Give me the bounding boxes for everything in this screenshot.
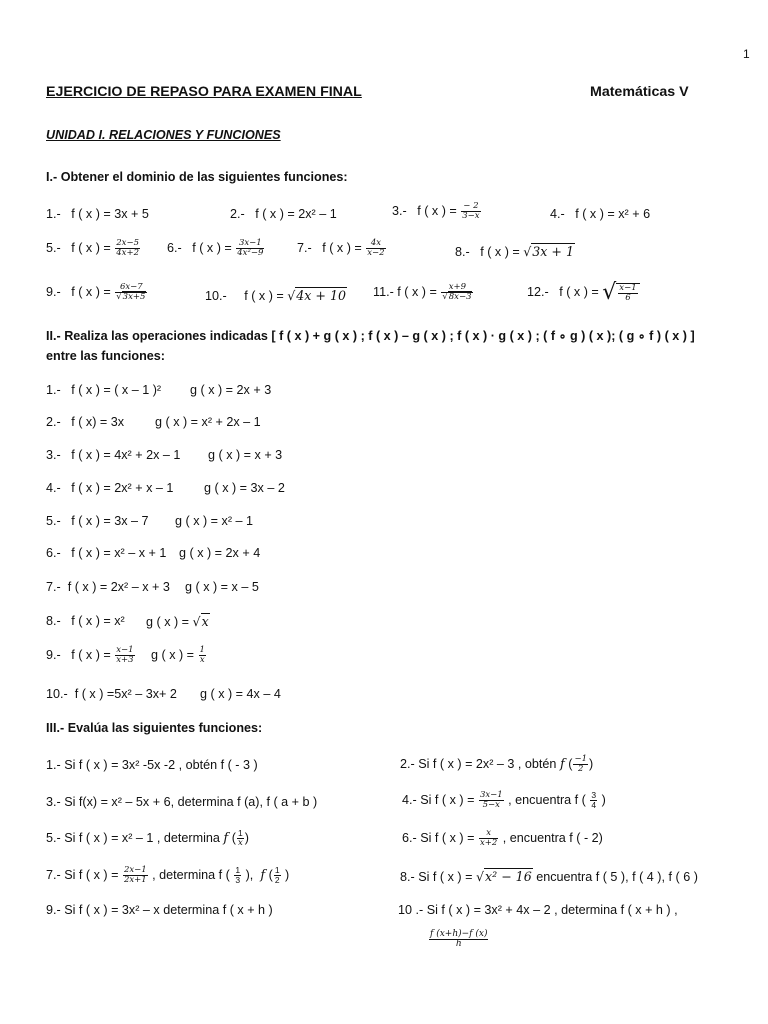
- radicand: 3x + 1: [532, 244, 574, 259]
- fraction: $\frac{1}{x}$: [199, 645, 205, 665]
- operation-row: [46, 687, 177, 701]
- radicand: x² − 16: [484, 869, 532, 884]
- evaluation-7: 7.- Si f ( x ) = $\frac{2x-1}{2x+1}$ , determina f ( $\frac{1}{3}$ ), f ( $\frac{1}{2}$ ): [46, 865, 290, 885]
- exercise-1-8: [455, 244, 575, 259]
- evaluation-6: 6.- Si f ( x ) = $\frac{x}{x+2}$ , encuentra f ( - 2): [402, 828, 603, 848]
- g-definition: g ( x ) = √x: [146, 614, 209, 629]
- g-definition: g ( x ) = 4x – 4: [200, 687, 281, 701]
- fraction: $\frac{3}{4}$: [591, 790, 597, 810]
- unit-heading: UNIDAD I. RELACIONES Y FUNCIONES: [46, 128, 281, 142]
- exercise-1-12: [527, 280, 640, 305]
- operation-row: [46, 546, 166, 560]
- expression: x² + 6: [618, 207, 651, 221]
- f-definition: f ( x) = 3x: [71, 415, 125, 429]
- item-number: 8.-: [455, 245, 470, 259]
- item-number: 10.-: [46, 687, 68, 701]
- item-number: 1.-: [46, 207, 61, 221]
- exercise-1-6: [167, 239, 265, 258]
- difference-quotient: [428, 930, 489, 950]
- item-number: 4.-: [46, 481, 61, 495]
- fx-label: f ( x ) =: [71, 240, 111, 255]
- operation-row: [46, 481, 173, 495]
- section-2-heading-cont: entre las funciones:: [46, 349, 165, 363]
- fraction: $\frac{- 2}{3-x}$: [462, 201, 480, 221]
- operation-row: [46, 580, 170, 594]
- fraction: $\frac{4x}{x-2}$: [367, 238, 385, 258]
- section-1-heading: I.- Obtener el dominio de las siguientes funciones:: [46, 170, 348, 184]
- evaluation-2: 2.- Si f ( x ) = 2x² – 3 , obtén f ( $\frac{-1}{2}$ ): [400, 754, 594, 774]
- operation-row: [46, 614, 125, 628]
- expression: 3x + 5: [114, 207, 149, 221]
- fx-label: f ( x ) =: [575, 207, 615, 221]
- f-definition: f ( x ) = 4x² + 2x – 1: [71, 448, 181, 462]
- evaluation-3: 3.- Si f(x) = x² – 5x + 6, determina f (a), f ( a + b ): [46, 795, 318, 809]
- fx-label: f ( x ) =: [480, 245, 520, 259]
- operation-row: [46, 514, 149, 528]
- fraction: $\frac{x+9}{√8x-3}$: [442, 282, 472, 302]
- item-number: 12.-: [527, 284, 549, 299]
- g-definition: g ( x ) = $\frac{1}{x}$: [151, 645, 205, 665]
- section-3-heading: III.- Evalúa las siguientes funciones:: [46, 721, 263, 735]
- page-title: EJERCICIO DE REPASO PARA EXAMEN FINAL: [46, 84, 362, 100]
- item-number: 2.-: [46, 415, 61, 429]
- g-definition: g ( x ) = 2x + 4: [179, 546, 261, 560]
- item-number: 3.-: [46, 448, 61, 462]
- fraction: $\frac{x-1}{x+3}$: [116, 645, 134, 665]
- item-number: 2.-: [230, 207, 245, 221]
- fraction: $\frac{2x-5}{4x+2}$: [116, 238, 139, 258]
- f-definition: f ( x ) = 2x² + x – 1: [71, 481, 174, 495]
- item-number: 5.-: [46, 514, 61, 528]
- item-number: 3.-: [392, 203, 407, 218]
- square-root: √3x + 1: [523, 244, 574, 259]
- operation-row: [46, 646, 136, 665]
- item-number: 11.-: [373, 284, 394, 299]
- square-root: √4x + 10: [287, 288, 346, 303]
- exercise-1-4: [550, 207, 650, 221]
- fx-label: f ( x ) =: [417, 203, 457, 218]
- exercise-1-11: [373, 283, 474, 302]
- exercise-1-9: [46, 283, 148, 302]
- f-definition: f ( x ) =: [71, 647, 111, 662]
- fx-label: f ( x ) =: [192, 240, 232, 255]
- f-definition: f ( x ) = 3x – 7: [71, 514, 149, 528]
- square-root: √x² − 16: [475, 869, 532, 884]
- fraction: $\frac{3x-1}{\text{4x²−9}}$: [237, 238, 264, 258]
- operation-row: [46, 383, 161, 397]
- square-root: √x: [192, 614, 209, 629]
- item-number: 9.-: [46, 284, 61, 299]
- exercise-1-1: [46, 207, 149, 221]
- fraction: $\frac{2x-1}{2x+1}$: [123, 865, 147, 885]
- fraction: $\frac{3x-1}{5-x}$: [479, 790, 503, 810]
- exercise-1-10: [205, 288, 347, 303]
- f-definition: f ( x ) =5x² – 3x+ 2: [74, 687, 177, 701]
- exercise-1-7: [297, 239, 387, 258]
- subject-label: Matemáticas V: [590, 84, 689, 100]
- evaluation-4: 4.- Si f ( x ) = $\frac{3x-1}{5-x}$ , encuentra f ( $\frac{3}{4}$ ): [402, 790, 606, 810]
- radicand: 4x + 10: [296, 288, 346, 303]
- operation-row: [46, 448, 180, 462]
- f-definition: f ( x ) = x² – x + 1: [71, 546, 167, 560]
- page-number: 1: [743, 47, 750, 61]
- fx-label: f ( x ) =: [255, 207, 295, 221]
- item-number: 6.-: [46, 546, 61, 560]
- item-number: 7.-: [297, 240, 312, 255]
- operation-row: [46, 415, 124, 429]
- item-number: 8.-: [46, 614, 61, 628]
- expression: 2x² – 1: [298, 207, 337, 221]
- fx-label: f ( x ) =: [244, 289, 284, 303]
- item-number: 6.-: [167, 240, 182, 255]
- fx-label: f ( x ) =: [71, 207, 111, 221]
- evaluation-10: 10 .- Si f ( x ) = 3x² + 4x – 2 , determina f ( x + h ) ,: [398, 903, 678, 917]
- item-number: 7.-: [46, 580, 61, 594]
- evaluation-8: 8.- Si f ( x ) = √x² − 16 encuentra f ( 5 ), f ( 4 ), f ( 6 ): [400, 869, 698, 884]
- section-2-heading: II.- Realiza las operaciones indicadas [ f ( x ) + g ( x ) ; f ( x ) – g ( x ) ; f ( x ) · g ( x ) ; ( f ∘ g ) ( x ); ( g ∘ f ) ( x ) ]: [46, 329, 695, 343]
- fraction: $\frac{6x-7}{√3x+5}$: [116, 282, 146, 302]
- fx-label: f ( x ) =: [397, 284, 437, 299]
- exercise-1-2: [230, 207, 337, 221]
- fraction: $\frac{f (x+h)-f (x)}{h}$: [430, 929, 488, 950]
- fraction: $\frac{-1}{2}$: [574, 754, 587, 774]
- g-definition: g ( x ) = 2x + 3: [190, 383, 272, 397]
- evaluation-1: 1.- Si f ( x ) = 3x² -5x -2 , obtén f ( - 3 ): [46, 758, 258, 772]
- item-number: 9.-: [46, 647, 61, 662]
- g-definition: g ( x ) = x² – 1: [175, 514, 254, 528]
- fraction: $\frac{x}{x+2}$: [479, 828, 498, 848]
- item-number: 4.-: [550, 207, 565, 221]
- item-number: 10.-: [205, 289, 227, 303]
- g-definition: g ( x ) = x² + 2x – 1: [155, 415, 261, 429]
- g-definition: g ( x ) = x + 3: [208, 448, 283, 462]
- g-definition: g ( x ) = x – 5: [185, 580, 259, 594]
- fraction: $\frac{1}{3}$: [235, 865, 241, 885]
- g-definition: g ( x ) = 3x – 2: [204, 481, 285, 495]
- f-definition: f ( x ) = ( x – 1 )²: [71, 383, 162, 397]
- fraction: $\frac{1}{2}$: [274, 865, 280, 885]
- fx-label: f ( x ) =: [71, 284, 111, 299]
- f-definition: f ( x ) = x²: [71, 614, 125, 628]
- exercise-1-3: [392, 202, 482, 221]
- evaluation-9: 9.- Si f ( x ) = 3x² – x determina f ( x + h ): [46, 903, 273, 917]
- fraction: $\frac{1}{x}$: [237, 828, 243, 848]
- fx-label: f ( x ) =: [559, 284, 599, 299]
- exercise-1-5: [46, 239, 141, 258]
- radicand: $\frac{x-1}{6}$: [616, 283, 639, 303]
- fx-label: f ( x ) =: [322, 240, 362, 255]
- square-root: √: [602, 280, 617, 305]
- item-number: 5.-: [46, 240, 61, 255]
- evaluation-5: 5.- Si f ( x ) = x² – 1 , determina f ( $\frac{1}{x}$ ): [46, 828, 249, 848]
- item-number: 1.-: [46, 383, 61, 397]
- f-definition: f ( x ) = 2x² – x + 3: [67, 580, 170, 594]
